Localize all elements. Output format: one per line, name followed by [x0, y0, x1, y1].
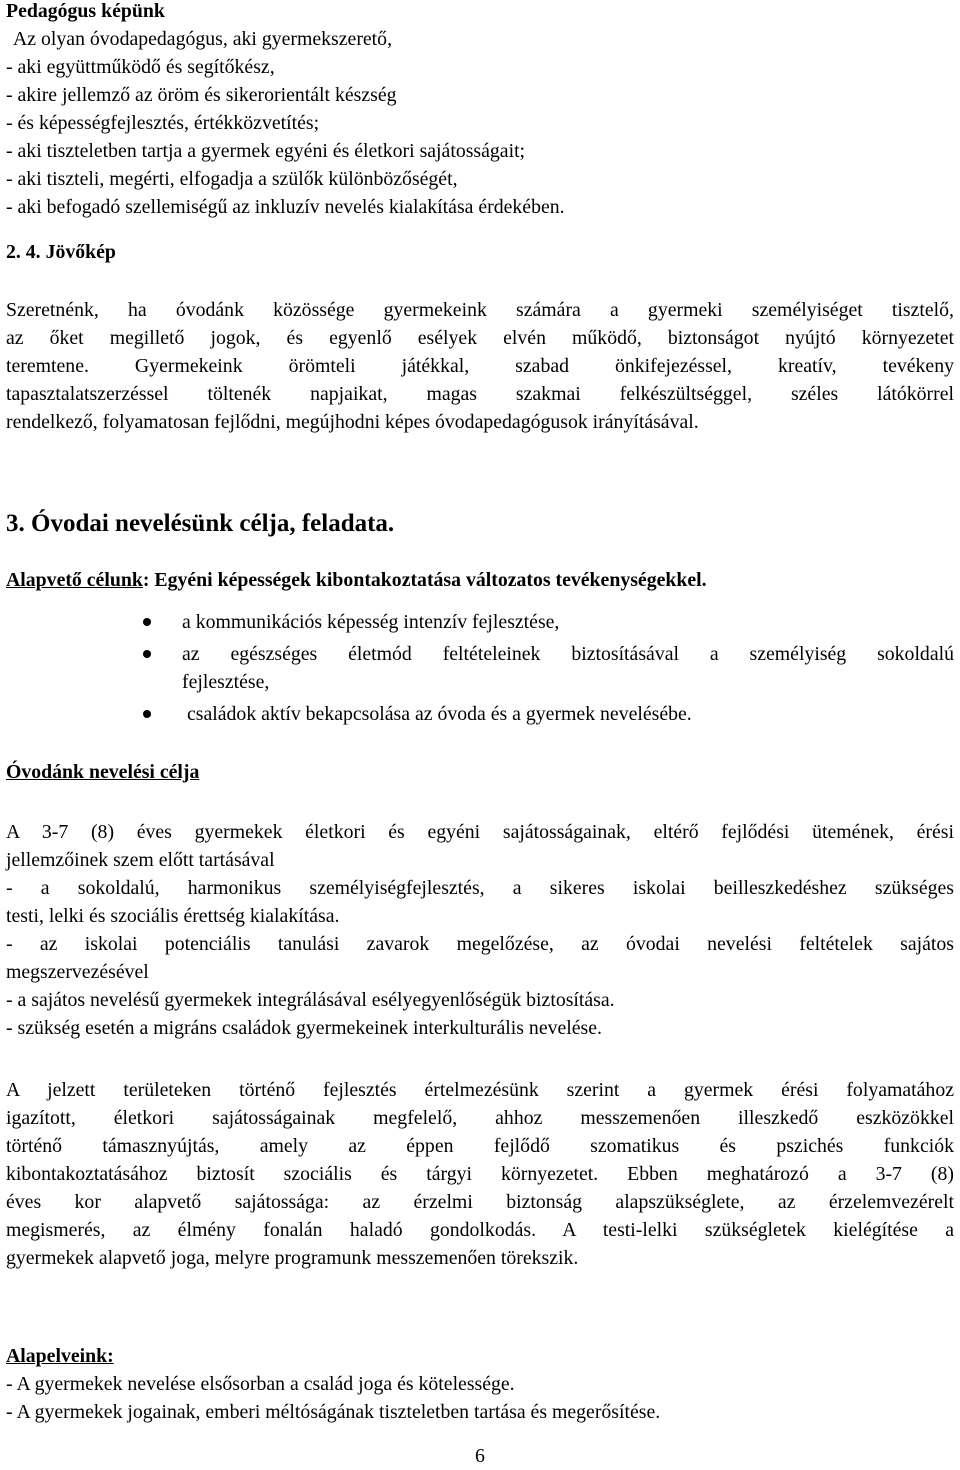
list-item — [0, 608, 960, 636]
text-line: testi, lelki és szociális érettség kialakítása. — [6, 905, 340, 927]
text-line: gyermekek alapvető joga, melyre programunk messzemenően törekszik. — [6, 1247, 579, 1269]
text-line: éves kor alapvető sajátossága: az érzelmi biztonság alapszükséglete, az érzelemvezérelt — [6, 1191, 954, 1213]
list-item — [0, 640, 960, 668]
section-jovokep-heading-wrap — [6, 238, 954, 266]
text-line: tapasztalatszerzéssel töltenék napjaikat, magas szakmai felkészültséggel, széles látókörrel — [6, 383, 954, 405]
text-line: - aki tiszteli, megérti, elfogadja a szülők különbözőségét, — [6, 168, 458, 190]
list-item-continuation — [0, 668, 960, 696]
text-line: jellemzőinek szem előtt tartásával — [6, 849, 275, 871]
section-alapelveink — [6, 1342, 954, 1426]
nevelesi-cel-list — [6, 818, 954, 1042]
text-line: - a sokoldalú, harmonikus személyiségfejlesztés, a sikeres iskolai beilleszkedéshez szükséges — [6, 877, 954, 899]
text-line: - A gyermekek nevelése elsősorban a család joga és kötelessége. — [6, 1373, 515, 1395]
page-number: 6 — [475, 1445, 485, 1467]
text-line: rendelkező, folyamatosan fejlődni, megújhodni képes óvodapedagógusok irányításával. — [6, 411, 699, 433]
text-line: Szeretnénk, ha óvodánk közössége gyermekeink számára a gyermeki személyiséget tisztelő, — [6, 299, 954, 321]
alapveto-separator: : — [142, 569, 155, 591]
bullet-dot-icon — [143, 618, 151, 626]
section-heading: Óvodánk nevelési célja — [6, 761, 200, 783]
bullet-dot-icon — [143, 710, 151, 718]
text-line: - aki befogadó szellemiségű az inkluzív nevelés kialakítása érdekében. — [6, 196, 565, 218]
bullet-text: családok aktív bekapcsolása az óvoda és a gyermek nevelésébe. — [187, 703, 692, 725]
alapveto-label: Alapvető célunk — [6, 569, 143, 591]
text-line: Az olyan óvodapedagógus, aki gyermekszerető, — [13, 28, 393, 50]
section-jovokep-paragraph — [6, 296, 954, 436]
alapveto-celunk-line — [6, 566, 954, 594]
bullet-dot-icon — [143, 650, 151, 658]
text-line: A jelzett területeken történő fejlesztés értelmezésünk szerint a gyermek érési folyamatához — [6, 1079, 954, 1101]
text-line: történő támasznyújtás, amely az éppen fejlődő szomatikus és pszichés funkciók — [6, 1135, 954, 1157]
bullet-text-continuation: fejlesztése, — [182, 671, 270, 693]
list-item — [0, 700, 960, 728]
text-line: - akire jellemző az öröm és sikerorientált készség — [6, 84, 397, 106]
text-line: teremtene. Gyermekeink örömteli játékkal, szabad önkifejezéssel, kreatív, tevékeny — [6, 355, 954, 377]
section-heading: 2. 4. Jövőkép — [6, 241, 116, 263]
text-line: megszervezésével — [6, 961, 149, 983]
text-line: az őket megillető jogok, és egyenlő esélyek elvén működő, biztonságot nyújtó környezetet — [6, 327, 954, 349]
text-line: - és képességfejlesztés, értékközvetítés; — [6, 112, 320, 134]
section-heading: Pedagógus képünk — [6, 0, 165, 22]
section-heading: 3. Óvodai nevelésünk célja, feladata. — [6, 510, 395, 537]
text-line: - szükség esetén a migráns családok gyermekeinek interkulturális nevelése. — [6, 1017, 602, 1039]
text-line: megismerés, az élmény fonalán haladó gondolkodás. A testi-lelki szükségletek kielégítése a — [6, 1219, 954, 1241]
section-cel-heading-wrap — [6, 508, 954, 536]
section-heading: Alapelveink: — [6, 1345, 114, 1367]
bullet-text: a kommunikációs képesség intenzív fejlesztése, — [182, 611, 560, 633]
section-pedagogus-kepunk — [6, 0, 954, 221]
alapveto-text: Egyéni képességek kibontakoztatása változatos tevékenységekkel. — [154, 569, 707, 591]
text-line: - az iskolai potenciális tanulási zavarok megelőzése, az óvodai nevelési feltételek sajátos — [6, 933, 954, 955]
text-line: - a sajátos nevelésű gyermekek integrálásával esélyegyenlőségük biztosítása. — [6, 989, 615, 1011]
text-line: A 3-7 (8) éves gyermekek életkori és egyéni sajátosságainak, eltérő fejlődési ütemének, érési — [6, 821, 954, 843]
text-line: igazított, életkori sajátosságainak megfelelő, ahhoz messzemenően illeszkedő eszközökkel — [6, 1107, 954, 1129]
text-line: - A gyermekek jogainak, emberi méltóságának tiszteletben tartása és megerősítése. — [6, 1401, 661, 1423]
text-line: - aki tiszteletben tartja a gyermek egyéni és életkori sajátosságait; — [6, 140, 526, 162]
bullet-text: az egészséges életmód feltételeinek biztosításával a személyiség sokoldalú — [182, 643, 954, 665]
nevelesi-cel-paragraph — [6, 1076, 954, 1272]
section-nevelesi-cel-heading-wrap — [6, 758, 954, 786]
text-line: kibontakoztatásához biztosít szociális és tárgyi környezetet. Ebben meghatározó a 3-7 (8) — [6, 1163, 954, 1185]
text-line: - aki együttműködő és segítőkész, — [6, 56, 275, 78]
